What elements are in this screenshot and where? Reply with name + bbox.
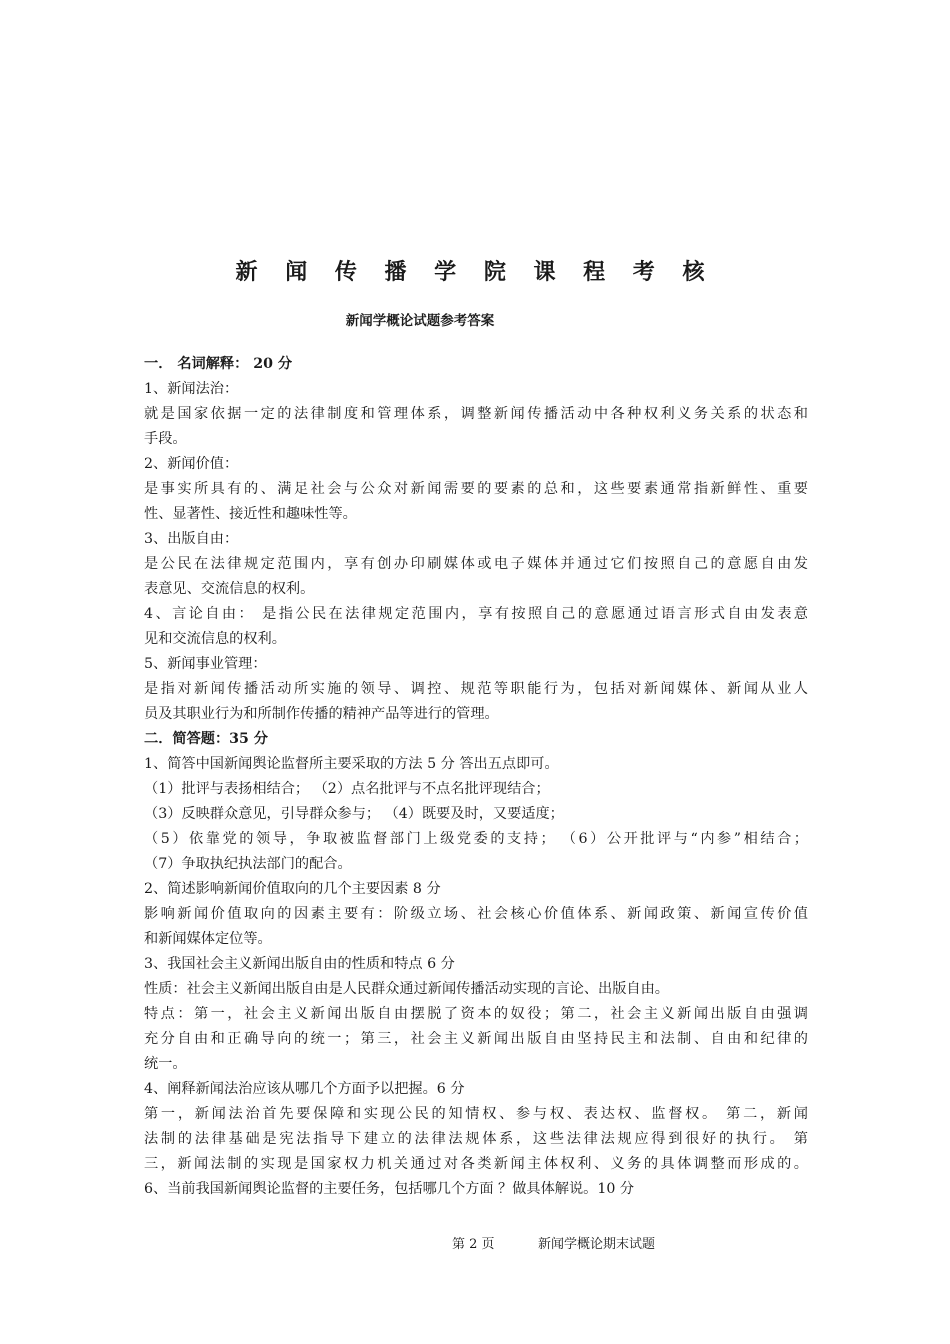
text-line: 3、出版自由： bbox=[144, 531, 239, 547]
page-number: 第 2 页 bbox=[452, 1237, 495, 1252]
text-line: 影响新闻价值取向的因素主要有：阶级立场、社会核心价值体系、新闻政策、新闻宣传价值 bbox=[144, 906, 808, 922]
text-line: 性、显著性、接近性和趣味性等。 bbox=[144, 506, 357, 522]
text-line: 1、新闻法治： bbox=[144, 381, 239, 397]
text-line: （7）争取执纪执法部门的配合。 bbox=[144, 856, 352, 872]
text-line: （1）批评与表扬相结合； （2）点名批评与不点名批评现结合； bbox=[144, 781, 550, 797]
text-line: 3、我国社会主义新闻出版自由的性质和特点 6 分 bbox=[144, 956, 455, 972]
text-line: 第一，新闻法治首先要保障和实现公民的知情权、参与权、表达权、监督权。 第二，新闻 bbox=[144, 1106, 808, 1122]
text-line: 统一。 bbox=[144, 1056, 187, 1072]
text-line: 表意见、交流信息的权利。 bbox=[144, 581, 315, 597]
text-line: 法制的法律基础是宪法指导下建立的法律法规体系，这些法律法规应得到很好的执行。 第 bbox=[144, 1131, 808, 1147]
text-line: 就是国家依据一定的法律制度和管理体系，调整新闻传播活动中各种权利义务关系的状态和 bbox=[144, 406, 808, 422]
text-line: 2、简述影响新闻价值取向的几个主要因素 8 分 bbox=[144, 881, 441, 897]
text-line: 6、当前我国新闻舆论监督的主要任务，包括哪几个方面 ？做具体解说。10 分 bbox=[144, 1181, 635, 1197]
page-title: 新 闻 传 播 学 院 课 程 考 核 bbox=[235, 260, 715, 285]
text-line: 特点：第一，社会主义新闻出版自由摆脱了资本的奴役；第二，社会主义新闻出版自由强调 bbox=[144, 1006, 808, 1022]
text-line: 4、阐释新闻法治应该从哪几个方面予以把握。6 分 bbox=[144, 1081, 465, 1097]
section-heading: 二．简答题：35 分 bbox=[144, 731, 268, 747]
text-line: 是指对新闻传播活动所实施的领导、调控、规范等职能行为，包括对新闻媒体、新闻从业人 bbox=[144, 681, 808, 697]
text-line: 充分自由和正确导向的统一；第三，社会主义新闻出版自由坚持民主和法制、自由和纪律的 bbox=[144, 1031, 808, 1047]
text-line: 5、新闻事业管理： bbox=[144, 656, 267, 672]
text-line: 4、言论自由： 是指公民在法律规定范围内，享有按照自己的意愿通过语言形式自由发表意 bbox=[144, 606, 808, 622]
text-line: 员及其职业行为和所制作传播的精神产品等进行的管理。 bbox=[144, 706, 499, 722]
text-line: （3）反映群众意见，引导群众参与； （4）既要及时，又要适度； bbox=[144, 806, 564, 822]
text-line: 和新闻媒体定位等。 bbox=[144, 931, 272, 947]
text-line: 1、简答中国新闻舆论监督所主要采取的方法 5 分 答出五点即可。 bbox=[144, 756, 559, 772]
page-subtitle: 新闻学概论试题参考答案 bbox=[345, 313, 495, 329]
section-heading: 一． 名词解释： 20 分 bbox=[144, 356, 293, 372]
text-line: 是事实所具有的、满足社会与公众对新闻需要的要素的总和，这些要素通常指新鲜性、重要 bbox=[144, 481, 808, 497]
document-name: 新闻学概论期末试题 bbox=[538, 1237, 656, 1252]
text-line: 手段。 bbox=[144, 431, 187, 447]
text-line: 见和交流信息的权利。 bbox=[144, 631, 286, 647]
text-line: （5）依靠党的领导，争取被监督部门上级党委的支持； （6）公开批评与“内参”相结合； bbox=[144, 831, 808, 847]
text-line: 三，新闻法制的实现是国家权力机关通过对各类新闻主体权利、义务的具体调整而形成的。 bbox=[144, 1156, 808, 1172]
text-line: 是公民在法律规定范围内，享有创办印刷媒体或电子媒体并通过它们按照自己的意愿自由发 bbox=[144, 556, 808, 572]
text-line: 2、新闻价值： bbox=[144, 456, 239, 472]
document-body bbox=[144, 352, 808, 1202]
text-line: 性质：社会主义新闻出版自由是人民群众通过新闻传播活动实现的言论、出版自由。 bbox=[144, 981, 669, 997]
